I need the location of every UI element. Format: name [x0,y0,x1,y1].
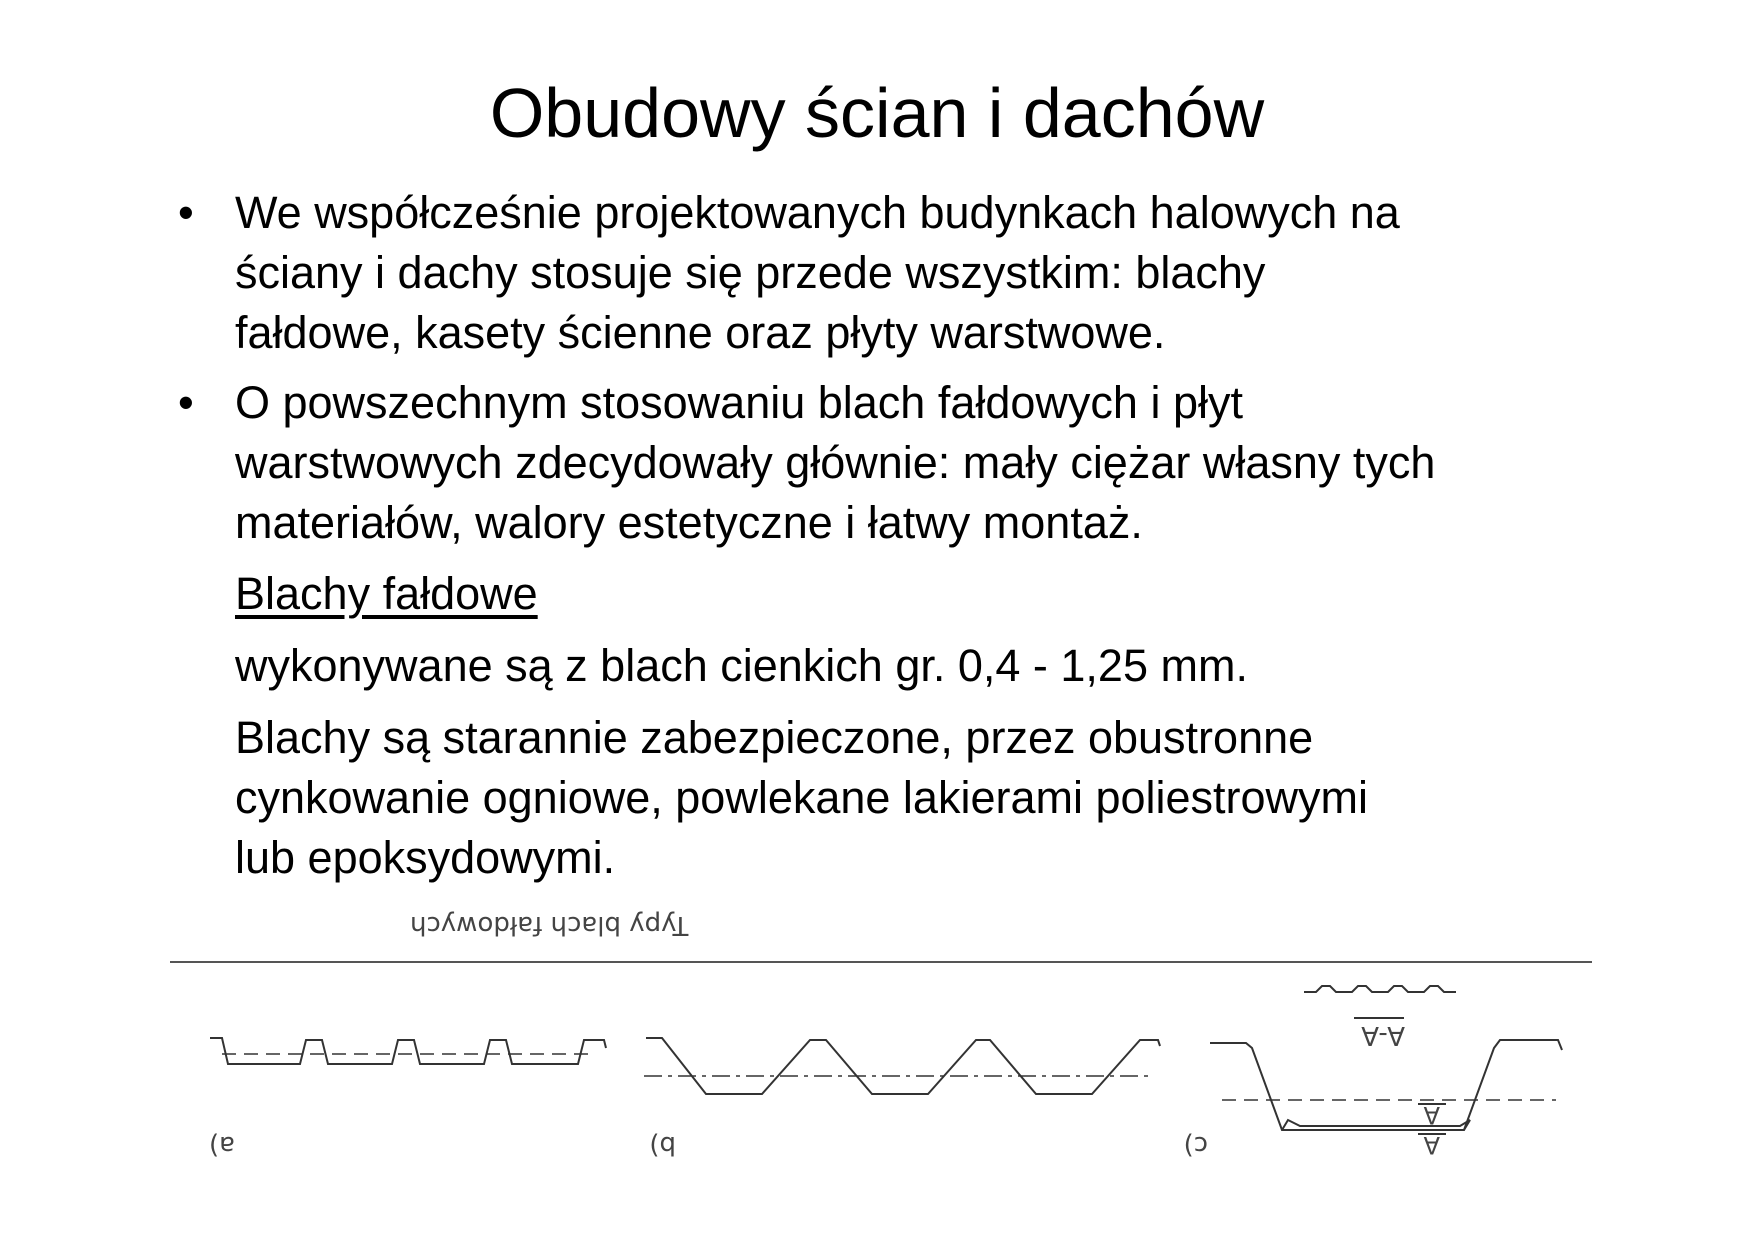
paragraph-2-line-1: Blachy są starannie zabezpieczone, przez obustronne [235,712,1314,763]
profile-b-label: b) [649,1130,676,1160]
figure-caption: Typy blach fałdowych [410,910,689,940]
bullet-2-line-3: materiałów, walory estetyczne i łatwy montaż. [235,497,1143,548]
profile-c-label: c) [1183,1130,1208,1160]
section-subheading: Blachy fałdowe [235,568,538,619]
paragraph-thickness: wykonywane są z blach cienkich gr. 0,4 - 1,25 mm. [235,640,1248,691]
slide-title: Obudowy ścian i dachów [489,74,1265,152]
bullet-1-line-3: fałdowe, kasety ścienne oraz płyty warstwowe. [235,307,1166,358]
section-label: A-A [1361,1020,1405,1050]
profile-a [210,1038,606,1064]
profile-a-label: a) [208,1130,235,1160]
bullet-2-line-2: warstwowych zdecydowały głównie: mały ciężar własny tych [235,437,1436,488]
section-marker-lower: A [1423,1131,1440,1159]
bullet-marker: • [178,187,194,238]
paragraph-2-line-2: cynkowanie ogniowe, powlekane lakierami poliestrowymi [235,772,1369,823]
bullet-2-line-1: O powszechnym stosowaniu blach fałdowych i płyt [235,377,1243,428]
paragraph-2-line-3: lub epoksydowymi. [235,832,616,883]
bullet-marker: • [178,377,194,428]
section-marker-upper: A [1423,1101,1440,1129]
profile-b [644,1038,1160,1094]
bullet-1-line-1: We współcześnie projektowanych budynkach halowych na [235,187,1400,238]
bullet-1-line-2: ściany i dachy stosuje się przede wszystkim: blachy [235,247,1266,298]
profile-c [1210,986,1562,1134]
